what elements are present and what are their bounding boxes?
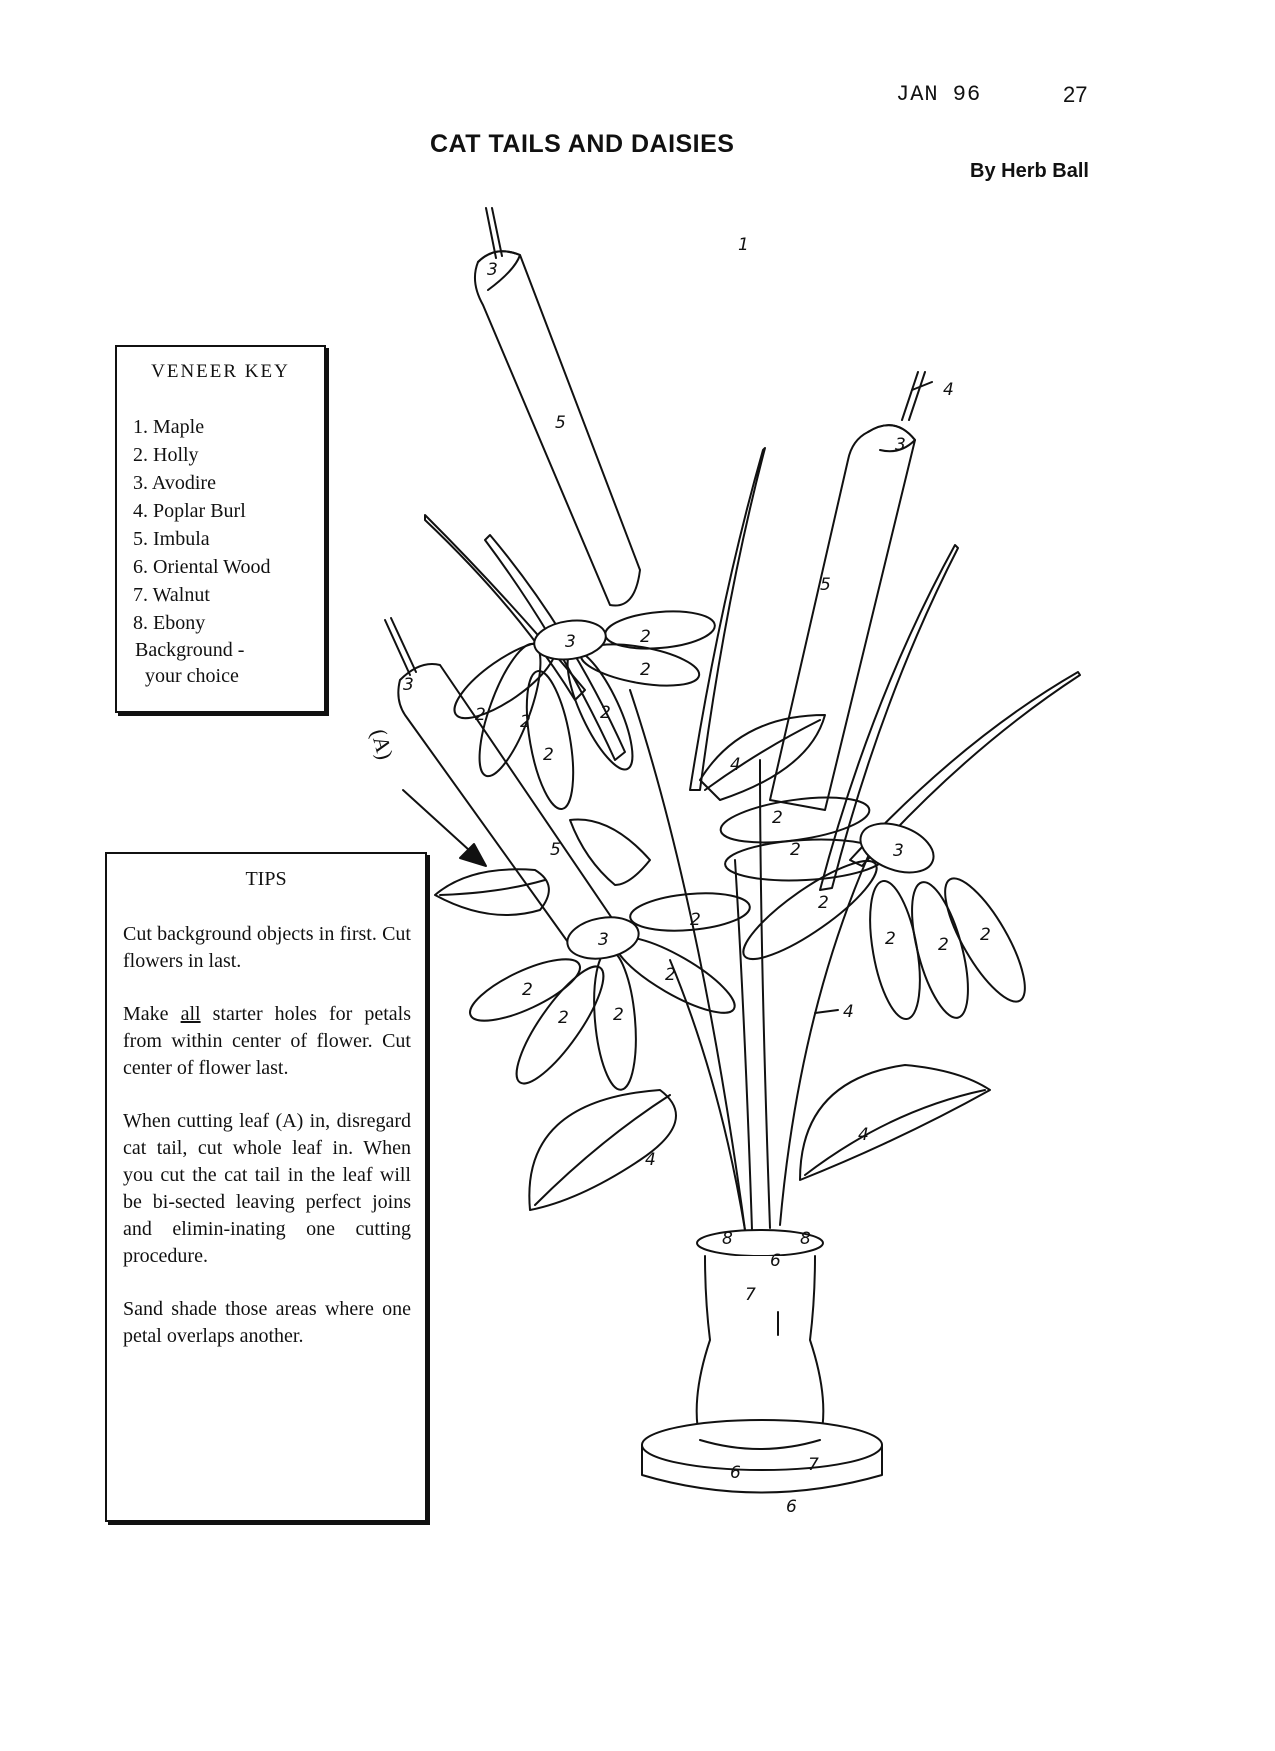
label-holly: 2 bbox=[613, 1005, 624, 1025]
list-item: 2. Holly bbox=[133, 444, 199, 466]
label-walnut: 7 bbox=[745, 1285, 756, 1305]
cattail-spike-side bbox=[909, 372, 925, 420]
cattail-tip bbox=[868, 425, 915, 451]
label-oriental-wood: 6 bbox=[730, 1463, 741, 1483]
label-oriental-wood: 6 bbox=[786, 1497, 797, 1517]
tip-2-emphasis: all bbox=[180, 1003, 201, 1025]
label-poplar-burl: 4 bbox=[730, 755, 741, 775]
vase bbox=[642, 1230, 882, 1493]
cattail-spike-side bbox=[391, 618, 416, 672]
label-holly: 2 bbox=[885, 929, 896, 949]
vase-base-top bbox=[642, 1420, 882, 1470]
label-holly: 2 bbox=[520, 712, 531, 732]
label-holly: 2 bbox=[938, 935, 949, 955]
label-ebony: 8 bbox=[722, 1229, 733, 1249]
tip-2-rest: starter holes for petals from within center of flower. Cut center of flower last. bbox=[123, 1003, 411, 1079]
label-poplar-burl: 4 bbox=[858, 1125, 869, 1145]
petal bbox=[604, 607, 717, 652]
label-holly: 2 bbox=[558, 1008, 569, 1028]
tip-2-start: Make bbox=[123, 1003, 181, 1025]
list-item: 8. Ebony bbox=[133, 612, 206, 634]
label-imbula: 5 bbox=[820, 575, 831, 595]
label-holly: 2 bbox=[640, 627, 651, 647]
list-item: 3. Avodire bbox=[133, 472, 216, 494]
label-holly: 2 bbox=[600, 703, 611, 723]
list-item: 7. Walnut bbox=[133, 584, 210, 606]
cattail-spike bbox=[385, 620, 410, 675]
label-holly: 2 bbox=[772, 808, 783, 828]
daisy-lower bbox=[463, 889, 752, 1094]
label-center-avodire: 3 bbox=[565, 632, 576, 652]
label-holly: 2 bbox=[818, 893, 829, 913]
tip-paragraph-3: When cutting leaf (A) in, disregard cat tail, cut whole leaf in. When you cut the cat tail in the leaf will be bi-sected leaving perfect joins and elimin-inating one cutting procedure. bbox=[123, 1110, 411, 1267]
label-holly: 2 bbox=[475, 705, 486, 725]
label-center-avodire: 3 bbox=[893, 841, 904, 861]
label-ebony: 8 bbox=[800, 1229, 811, 1249]
label-imbula: 5 bbox=[550, 840, 561, 860]
label-imbula: 5 bbox=[555, 413, 566, 433]
page-title: CAT TAILS AND DAISIES bbox=[430, 130, 735, 158]
label-walnut: 7 bbox=[808, 1455, 819, 1475]
label-center-avodire: 3 bbox=[598, 930, 609, 950]
grass-blades bbox=[425, 448, 1080, 890]
veneer-key-heading: VENEER KEY bbox=[151, 361, 290, 382]
tip-paragraph-1: Cut background objects in first. Cut flowers in last. bbox=[123, 923, 411, 972]
label-avodire: 3 bbox=[895, 435, 906, 455]
leaf-lower-right bbox=[800, 1065, 990, 1180]
cattail-spike bbox=[902, 372, 918, 420]
cattail-left-lower bbox=[385, 618, 620, 945]
label-poplar-burl: 4 bbox=[645, 1150, 656, 1170]
issue-date: JAN 96 bbox=[896, 82, 982, 107]
cattail-body bbox=[398, 664, 620, 945]
daisy-right bbox=[718, 790, 1039, 1024]
vase-body bbox=[697, 1256, 824, 1440]
veneer-key-background: Background - bbox=[135, 639, 245, 661]
label-avodire: 3 bbox=[487, 260, 498, 280]
label-avodire: 3 bbox=[403, 675, 414, 695]
list-item: 4. Poplar Burl bbox=[133, 500, 246, 522]
label-holly: 2 bbox=[665, 965, 676, 985]
leaf-a-arrow bbox=[403, 790, 486, 866]
label-holly: 2 bbox=[790, 840, 801, 860]
list-item: 5. Imbula bbox=[133, 528, 210, 550]
tips-heading: TIPS bbox=[245, 868, 287, 890]
cattail-body bbox=[770, 425, 915, 810]
byline: By Herb Ball bbox=[970, 160, 1089, 182]
label-holly: 2 bbox=[640, 660, 651, 680]
label-poplar-burl: 4 bbox=[943, 380, 954, 400]
tip-paragraph-4: Sand shade those areas where one petal overlaps another. bbox=[123, 1298, 411, 1347]
label-poplar-burl: 4 bbox=[843, 1002, 854, 1022]
petal bbox=[861, 877, 929, 1023]
leaves bbox=[435, 715, 990, 1210]
page-number: 27 bbox=[1063, 82, 1088, 107]
piece-label-1: 1 bbox=[738, 235, 749, 255]
cattail-tip bbox=[478, 251, 520, 290]
list-item: 1. Maple bbox=[133, 416, 205, 438]
label-holly: 2 bbox=[522, 980, 533, 1000]
label-oriental-wood: 6 bbox=[770, 1251, 781, 1271]
label-holly: 2 bbox=[543, 745, 554, 765]
leaf-a-label: (A) bbox=[366, 726, 399, 763]
list-item: 6. Oriental Wood bbox=[133, 556, 271, 578]
label-holly: 2 bbox=[690, 910, 701, 930]
veneer-key-background-note: your choice bbox=[145, 665, 239, 687]
label-holly: 2 bbox=[980, 925, 991, 945]
